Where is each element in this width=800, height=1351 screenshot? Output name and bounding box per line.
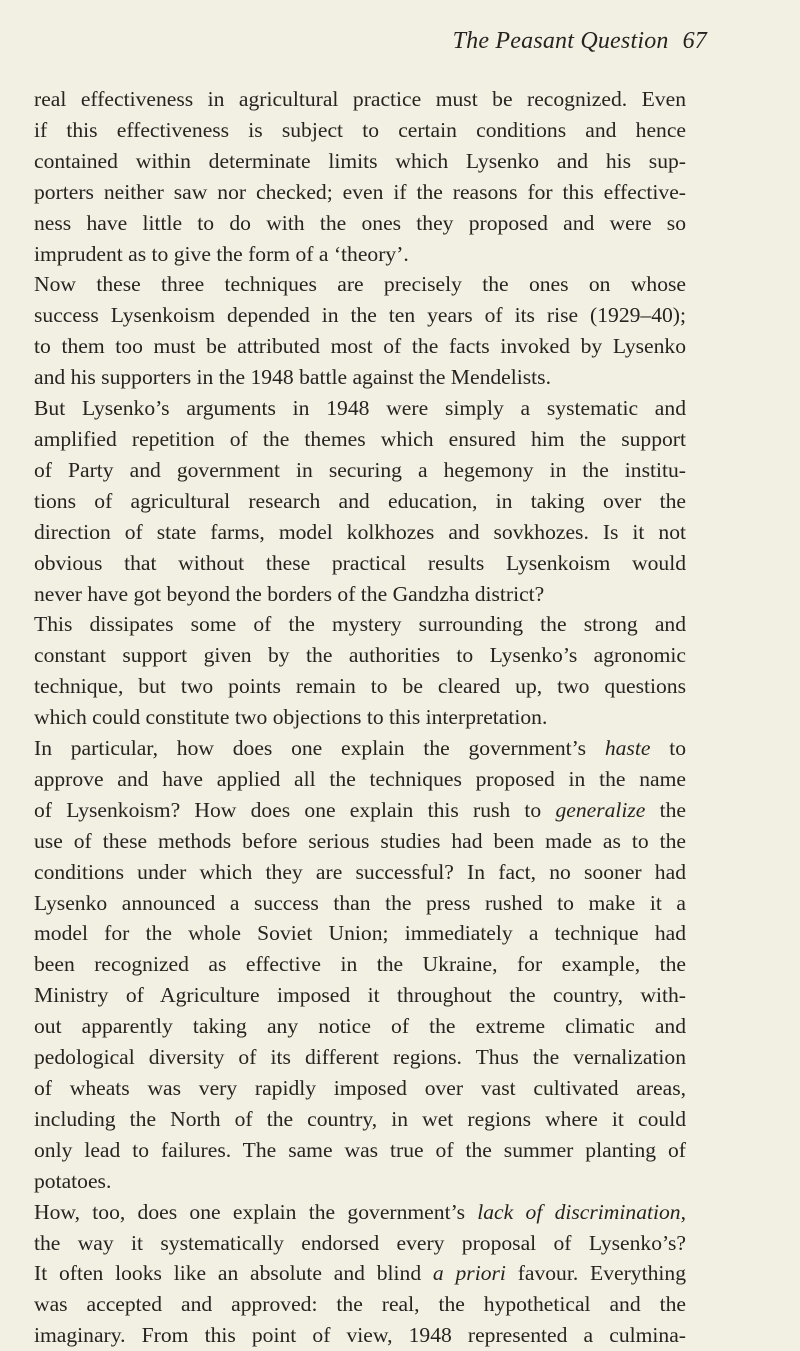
text-line: porters neither saw nor checked; even if the reasons for this effective-	[34, 179, 686, 204]
text-line: This dissipates some of the mystery surrounding the strong and	[34, 612, 686, 637]
italic-run: lack of discrimination	[477, 1199, 681, 1224]
italic-run: a priori	[432, 1261, 506, 1286]
body-text	[34, 84, 686, 1351]
text-line: been recognized as effective in the Ukraine, for example, the	[34, 952, 686, 977]
text-line: use of these methods before serious studies had been made as to the	[34, 828, 686, 853]
text-line: obvious that without these practical results Lysenkoism would	[34, 550, 686, 575]
text-line: Ministry of Agriculture imposed it throughout the country, with-	[34, 983, 686, 1008]
text-line: was accepted and approved: the real, the hypothetical and the	[34, 1292, 686, 1317]
text-line: conditions under which they are successful? In fact, no sooner had	[34, 859, 686, 884]
text-line: amplified repetition of the themes which ensured him the support	[34, 426, 686, 451]
running-head	[453, 28, 707, 55]
paragraph	[34, 269, 686, 393]
text-line: only lead to failures. The same was true of the summer planting of	[34, 1137, 686, 1162]
text-run: It often looks like an absolute and blind	[34, 1261, 433, 1286]
text-line: to them too must be attributed most of the facts invoked by Lysenko	[34, 334, 686, 359]
text-line: never have got beyond the borders of the Gandzha district?	[34, 581, 545, 606]
paragraph	[34, 609, 686, 733]
text-line: imprudent as to give the form of a ‘theory’.	[34, 241, 409, 266]
text-line: Lysenko announced a success than the press rushed to make it a	[34, 890, 686, 915]
text-line: success Lysenkoism depended in the ten years of its rise (1929–40);	[34, 303, 686, 328]
running-head-title: The Peasant Question	[452, 28, 669, 54]
text-line: constant support given by the authorities to Lysenko’s agronomic	[34, 643, 686, 668]
text-line: and his supporters in the 1948 battle against the Mendelists.	[34, 365, 551, 390]
page-number: 67	[682, 28, 707, 54]
text-line: of wheats was very rapidly imposed over vast cultivated areas,	[34, 1076, 686, 1100]
text-line: approve and have applied all the techniques proposed in the name	[34, 766, 686, 791]
text-line	[34, 1197, 686, 1228]
text-run: favour. Everything	[505, 1261, 686, 1286]
italic-run: generalize	[555, 797, 646, 822]
text-run: the	[645, 797, 686, 822]
text-line: including the North of the country, in wet regions where it could	[34, 1106, 686, 1131]
text-line: technique, but two points remain to be cleared up, two questions	[34, 674, 686, 699]
text-line: potatoes.	[34, 1168, 112, 1193]
text-run: of Lysenkoism? How does one explain this rush to	[34, 797, 556, 822]
text-line	[34, 733, 686, 764]
text-line: real effectiveness in agricultural practice must be recognized. Even	[34, 87, 686, 111]
text-line	[34, 1258, 686, 1289]
text-line: ness have little to do with the ones they proposed and were so	[34, 210, 686, 235]
text-run: ,	[680, 1199, 686, 1224]
text-line: Now these three techniques are precisely the ones on whose	[34, 272, 686, 297]
text-line: of Party and government in securing a hegemony in the institu-	[34, 457, 686, 482]
text-line: which could constitute two objections to this interpretation.	[34, 705, 548, 730]
paragraph	[34, 393, 686, 609]
text-line: pedological diversity of its different regions. Thus the vernalization	[34, 1045, 686, 1070]
paragraph	[34, 1197, 686, 1351]
text-line: out apparently taking any notice of the extreme climatic and	[34, 1014, 686, 1039]
text-run: How, too, does one explain the government’s	[34, 1199, 478, 1224]
text-line: direction of state farms, model kolkhozes and sovkhozes. Is it not	[34, 519, 686, 544]
text-line: But Lysenko’s arguments in 1948 were simply a systematic and	[34, 396, 686, 421]
text-run: In particular, how does one explain the government’s	[34, 736, 605, 761]
text-line: model for the whole Soviet Union; immediately a technique had	[34, 921, 686, 946]
text-line: imaginary. From this point of view, 1948 represented a culmina-	[34, 1323, 686, 1348]
text-line: if this effectiveness is subject to certain conditions and hence	[34, 117, 686, 142]
text-run: to	[650, 736, 686, 761]
text-line	[34, 795, 686, 826]
italic-run: haste	[604, 736, 651, 761]
text-line: the way it systematically endorsed every proposal of Lysenko’s?	[34, 1230, 686, 1255]
text-line: contained within determinate limits which Lysenko and his sup-	[34, 148, 686, 173]
paragraph	[34, 733, 686, 1197]
paragraph	[34, 84, 686, 269]
text-line: tions of agricultural research and education, in taking over the	[34, 488, 686, 513]
